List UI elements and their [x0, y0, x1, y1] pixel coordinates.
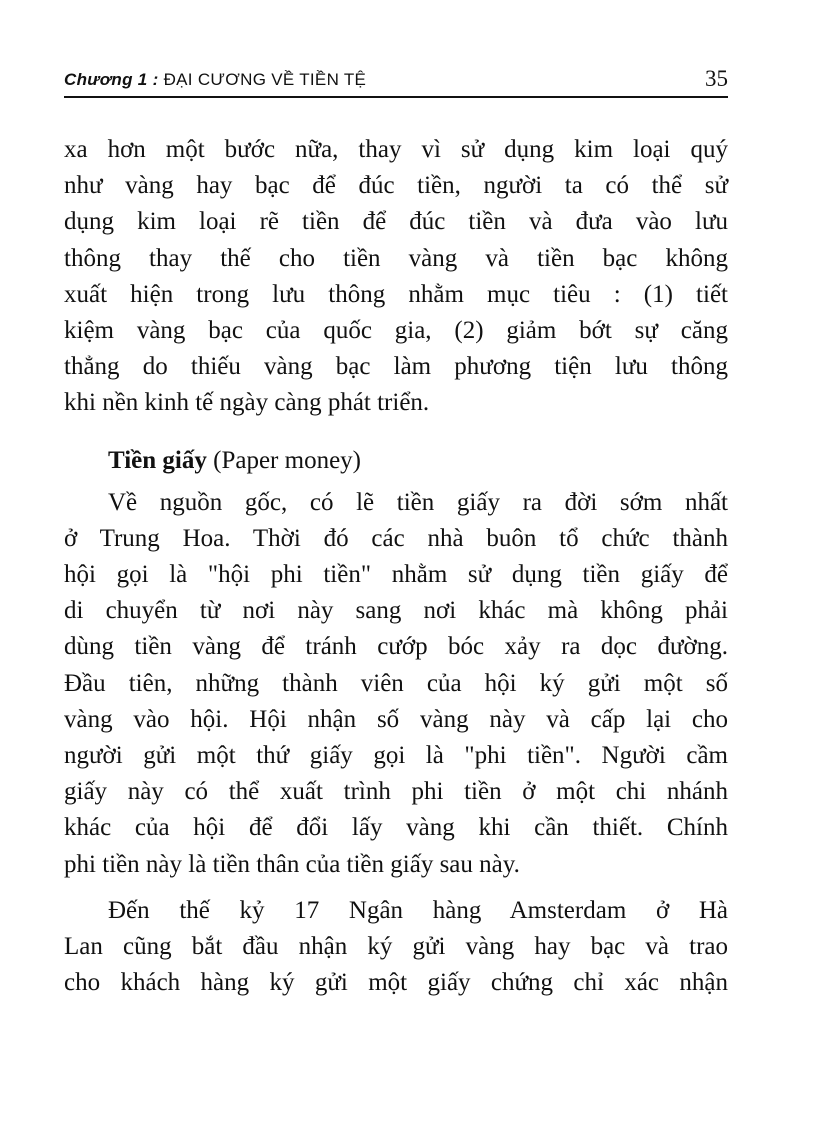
body-text	[64, 132, 728, 1001]
text-line: di chuyển từ nơi này sang nơi khác mà không phải	[64, 597, 728, 625]
text-line: như vàng hay bạc để đúc tiền, người ta có thể sử	[64, 172, 728, 200]
text-line: Lan cũng bắt đầu nhận ký gửi vàng hay bạc và trao	[64, 932, 728, 960]
text-line: khác của hội để đổi lấy vàng khi cần thiết. Chính	[64, 814, 728, 842]
text-line: giấy này có thể xuất trình phi tiền ở một chi nhánh	[64, 778, 728, 806]
text-line: phi tiền này là tiền thân của tiền giấy sau này.	[64, 850, 520, 878]
text-line: cho khách hàng ký gửi một giấy chứng chỉ xác nhận	[64, 969, 728, 997]
text-line: vàng vào hội. Hội nhận số vàng này và cấp lại cho	[64, 705, 728, 733]
paragraph-2	[64, 485, 728, 883]
text-line: Về nguồn gốc, có lẽ tiền giấy ra đời sớm nhất	[108, 488, 728, 516]
section-heading-subtitle: (Paper money)	[213, 446, 361, 474]
text-line: xa hơn một bước nữa, thay vì sử dụng kim loại quý	[64, 136, 728, 163]
text-line: hội gọi là "hội phi tiền" nhằm sử dụng tiền giấy để	[64, 561, 728, 589]
paragraph-1	[64, 132, 728, 422]
section-heading	[64, 443, 728, 479]
paragraph-3	[64, 893, 728, 1002]
text-line: người gửi một thứ giấy gọi là "phi tiền". Người cầm	[64, 742, 728, 769]
text-line: ở Trung Hoa. Thời đó các nhà buôn tổ chức thành	[64, 524, 728, 552]
text-line: xuất hiện trong lưu thông nhằm mục tiêu : (1) tiết	[64, 280, 728, 308]
text-line: Đầu tiên, những thành viên của hội ký gửi một số	[64, 669, 728, 697]
chapter-title	[64, 70, 366, 90]
text-line: thẳng do thiếu vàng bạc làm phương tiện lưu thông	[64, 353, 728, 381]
text-line: khi nền kinh tế ngày càng phát triển.	[64, 389, 430, 417]
running-header	[64, 62, 728, 98]
page-number: 35	[705, 66, 728, 91]
text-line: kiệm vàng bạc của quốc gia, (2) giảm bớt sự căng	[64, 316, 728, 344]
section-heading-title: Tiền giấy	[108, 446, 207, 474]
chapter-name: ĐẠI CƯƠNG VỀ TIỀN TỆ	[163, 70, 367, 89]
text-line: dụng kim loại rẽ tiền để đúc tiền và đưa vào lưu	[64, 208, 728, 236]
text-line: dùng tiền vàng để tránh cướp bóc xảy ra dọc đường.	[64, 633, 728, 661]
text-line: Đến thế kỷ 17 Ngân hàng Amsterdam ở Hà	[108, 896, 728, 924]
chapter-label: Chương 1 :	[64, 70, 159, 89]
text-line: thông thay thế cho tiền vàng và tiền bạc không	[64, 244, 728, 272]
